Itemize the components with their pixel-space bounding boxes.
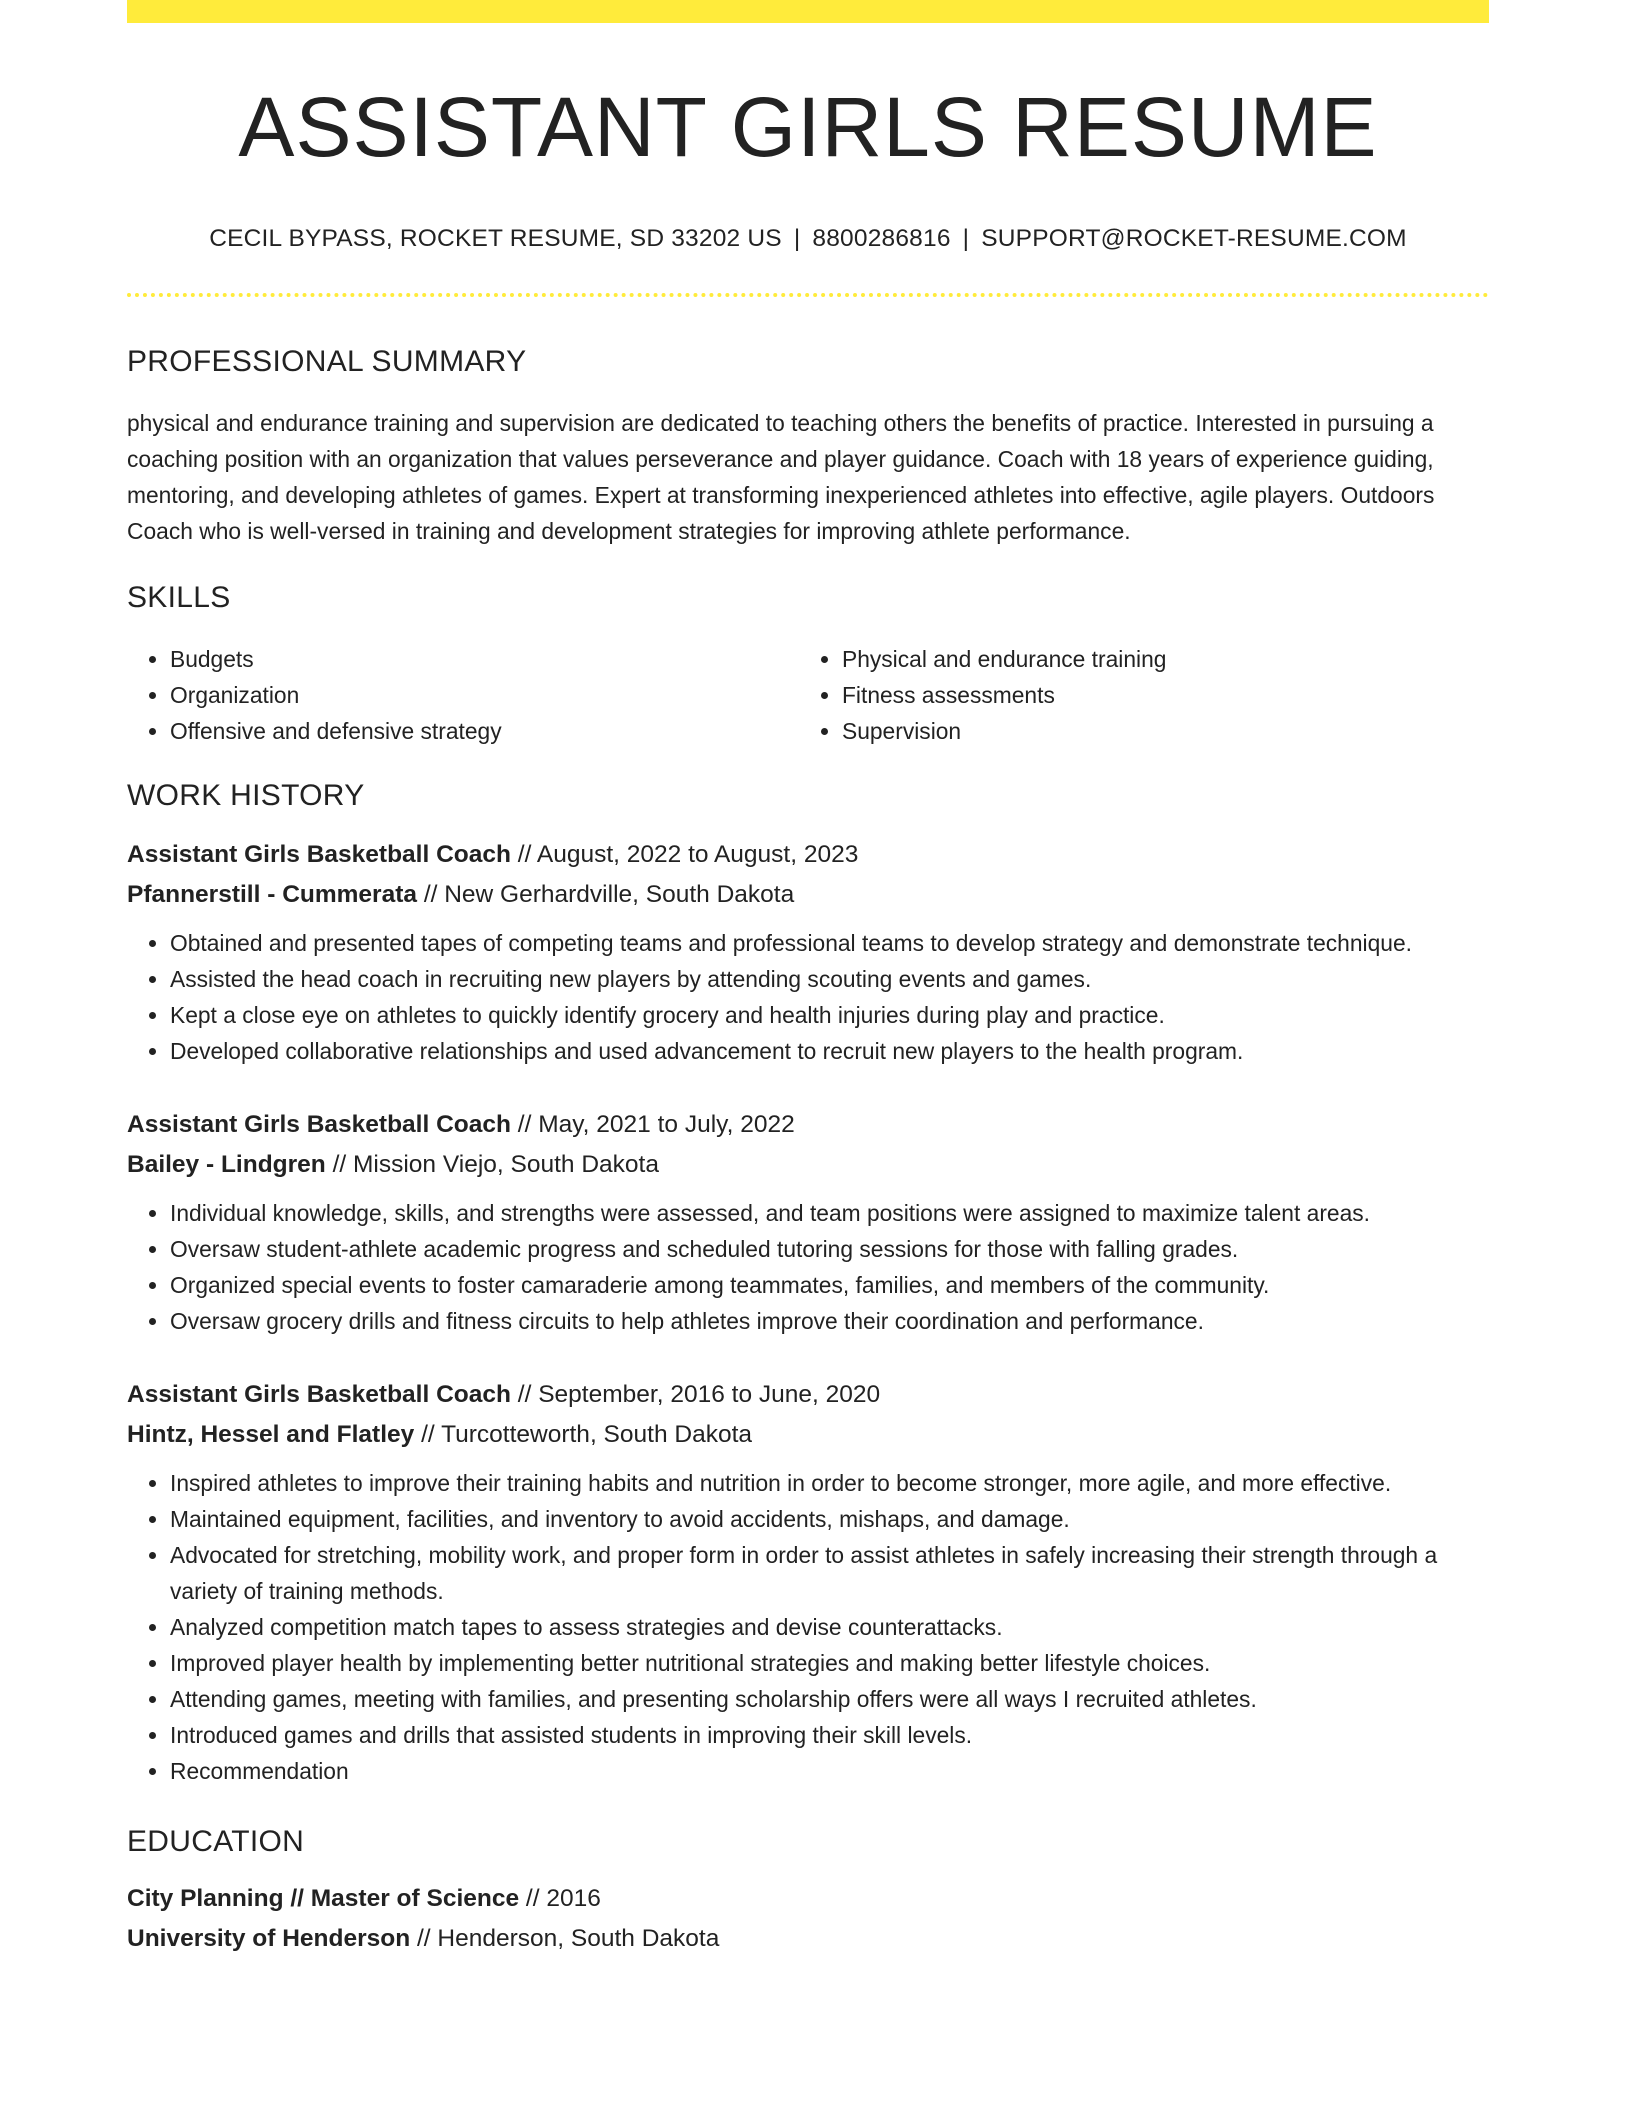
job-company-line bbox=[127, 1415, 1489, 1455]
address: CECIL BYPASS, ROCKET RESUME, SD 33202 US bbox=[209, 225, 782, 253]
job-bullet: • Kept a close eye on athletes to quickly identify grocery and health injuries during play and practice. bbox=[170, 997, 1489, 1033]
job-role: Assistant Girls Basketball Coach bbox=[127, 841, 511, 869]
job-bullet: • Oversaw grocery drills and fitness circuits to help athletes improve their coordination and performance. bbox=[170, 1303, 1489, 1339]
job-entry bbox=[127, 1375, 1489, 1789]
job-bullet: • Organized special events to foster camaraderie among teammates, families, and members of the community. bbox=[170, 1267, 1489, 1303]
top-accent-bar bbox=[127, 0, 1489, 23]
job-entry bbox=[127, 835, 1489, 1069]
skills-list bbox=[127, 641, 1489, 749]
job-entry bbox=[127, 1105, 1489, 1339]
skills-heading: SKILLS bbox=[127, 581, 231, 615]
job-bullet: • Maintained equipment, facilities, and inventory to avoid accidents, mishaps, and damage. bbox=[170, 1501, 1489, 1537]
summary-text: physical and endurance training and supervision are dedicated to teaching others the benefits of practice. Interested in pursuing a coaching position with an organization that values perseverance and player guidance. Coach with 18 years of experience guiding, mentoring, and developing athletes of games. Expert at transforming inexperienced athletes into effective, agile players. Outdoors Coach who is well-versed in training and development strategies for improving athlete performance. bbox=[127, 410, 1435, 545]
job-company-line bbox=[127, 875, 1489, 915]
job-bullet: • Individual knowledge, skills, and strengths were assessed, and team positions were assigned to maximize talent areas. bbox=[170, 1195, 1489, 1231]
job-bullet: • Inspired athletes to improve their training habits and nutrition in order to become stronger, more agile, and more effective. bbox=[170, 1465, 1489, 1501]
job-bullet: • Analyzed competition match tapes to assess strategies and devise counterattacks. bbox=[170, 1609, 1489, 1645]
education-year: // 2016 bbox=[525, 1885, 601, 1913]
job-bullet: • Recommendation bbox=[170, 1753, 1489, 1789]
job-company: Pfannerstill - Cummerata bbox=[127, 881, 417, 909]
skill-item: • Budgets bbox=[170, 641, 799, 677]
job-company: Hintz, Hessel and Flatley bbox=[127, 1421, 415, 1449]
resume-page bbox=[127, 0, 1489, 1959]
job-bullets bbox=[127, 1195, 1489, 1339]
work-history-heading: WORK HISTORY bbox=[127, 779, 365, 813]
education-school: University of Henderson bbox=[127, 1925, 411, 1953]
job-dates: // August, 2022 to August, 2023 bbox=[517, 841, 859, 869]
job-company: Bailey - Lindgren bbox=[127, 1151, 326, 1179]
education-location: // Henderson, South Dakota bbox=[417, 1925, 720, 1953]
skill-item: • Fitness assessments bbox=[842, 677, 1471, 713]
job-bullet: • Improved player health by implementing better nutritional strategies and making better lifestyle choices. bbox=[170, 1645, 1489, 1681]
job-role-line bbox=[127, 1105, 1489, 1145]
job-role: Assistant Girls Basketball Coach bbox=[127, 1381, 511, 1409]
education-degree: City Planning // Master of Science bbox=[127, 1885, 520, 1913]
job-role: Assistant Girls Basketball Coach bbox=[127, 1111, 511, 1139]
job-bullets bbox=[127, 1465, 1489, 1789]
contact-separator: | bbox=[962, 225, 970, 253]
education-degree-line bbox=[127, 1879, 1489, 1919]
education-entry bbox=[127, 1879, 1489, 1959]
job-location: // Mission Viejo, South Dakota bbox=[332, 1151, 659, 1179]
job-location: // New Gerhardville, South Dakota bbox=[423, 881, 795, 909]
job-bullet: • Introduced games and drills that assisted students in improving their skill levels. bbox=[170, 1717, 1489, 1753]
job-bullet: • Oversaw student-athlete academic progress and scheduled tutoring sessions for those with falling grades. bbox=[170, 1231, 1489, 1267]
skill-item: • Organization bbox=[170, 677, 799, 713]
resume-title: ASSISTANT GIRLS RESUME bbox=[238, 80, 1378, 174]
skills-column-right bbox=[799, 641, 1471, 749]
job-location: // Turcotteworth, South Dakota bbox=[421, 1421, 753, 1449]
job-bullet: • Obtained and presented tapes of competing teams and professional teams to develop strategy and demonstrate technique. bbox=[170, 925, 1489, 961]
job-bullet: • Developed collaborative relationships and used advancement to recruit new players to the health program. bbox=[170, 1033, 1489, 1069]
education-heading: EDUCATION bbox=[127, 1825, 305, 1859]
job-bullet: • Attending games, meeting with families, and presenting scholarship offers were all ways I recruited athletes. bbox=[170, 1681, 1489, 1717]
job-company-line bbox=[127, 1145, 1489, 1185]
skill-item: • Physical and endurance training bbox=[842, 641, 1471, 677]
job-bullet: • Advocated for stretching, mobility work, and proper form in order to assist athletes in safely increasing their strength through a variety of training methods. bbox=[170, 1537, 1489, 1609]
education-school-line bbox=[127, 1919, 1489, 1959]
skills-column-left bbox=[127, 641, 799, 749]
skill-item: • Offensive and defensive strategy bbox=[170, 713, 799, 749]
job-bullet: • Assisted the head coach in recruiting new players by attending scouting events and games. bbox=[170, 961, 1489, 997]
job-dates: // September, 2016 to June, 2020 bbox=[517, 1381, 881, 1409]
job-dates: // May, 2021 to July, 2022 bbox=[517, 1111, 795, 1139]
contact-separator: | bbox=[793, 225, 801, 253]
skill-item: • Supervision bbox=[842, 713, 1471, 749]
email: SUPPORT@ROCKET-RESUME.COM bbox=[981, 225, 1407, 253]
contact-line bbox=[127, 225, 1489, 253]
job-role-line bbox=[127, 835, 1489, 875]
summary-heading: PROFESSIONAL SUMMARY bbox=[127, 345, 527, 379]
job-role-line bbox=[127, 1375, 1489, 1415]
job-bullets bbox=[127, 925, 1489, 1069]
header-divider bbox=[127, 293, 1489, 297]
phone: 8800286816 bbox=[812, 225, 951, 253]
